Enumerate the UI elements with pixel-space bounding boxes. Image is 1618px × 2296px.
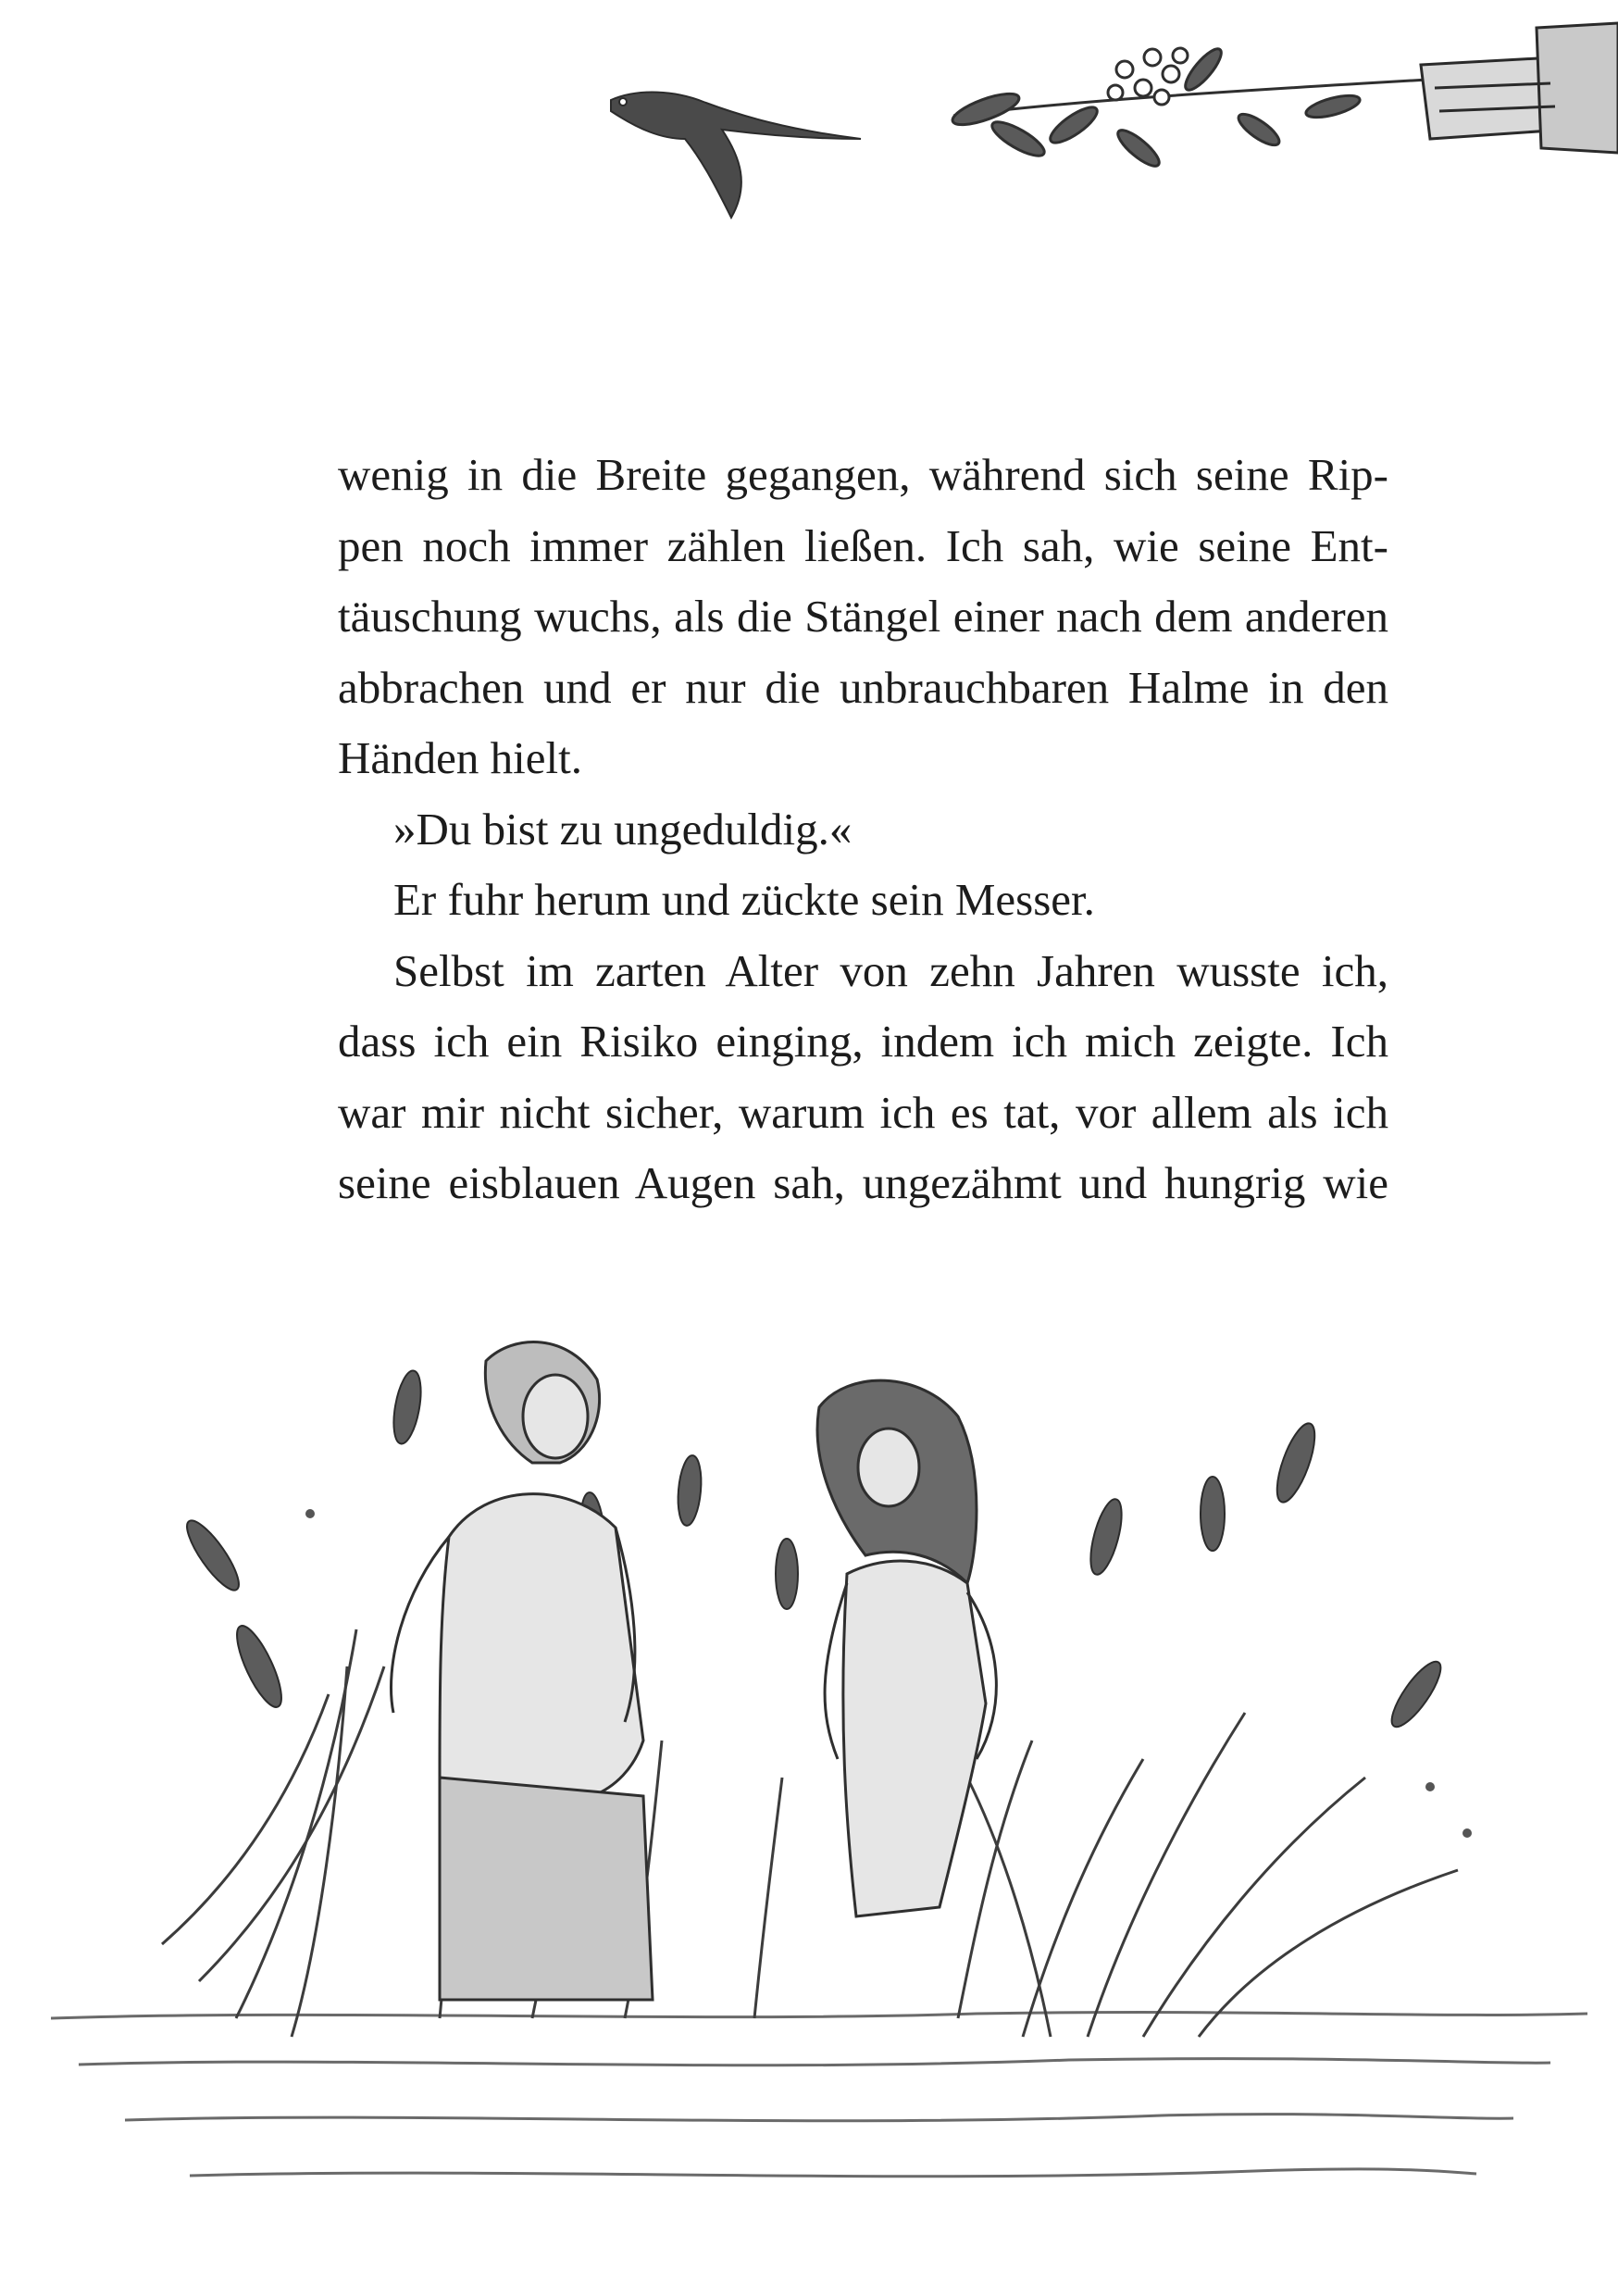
wooden-sign-icon [1421,23,1618,153]
text-line-8: Selbst im zarten Alter von zehn Jahren wusste ich, [393,944,1388,996]
branch-icon [950,44,1444,171]
text-line-7: Er fuhr herum und zückte sein Messer. [393,874,1095,925]
reeds-icon [162,1629,1458,2037]
swallow-icon [611,93,861,218]
text-line-4: abbrachen und er nur die unbrauchbaren Halme in den [338,661,1388,713]
text-line-3: täuschung wuchs, als die Stängel einer nach dem anderen [338,591,1388,642]
boy-figure-icon [392,1342,653,2000]
text-line-1: wenig in die Breite gegangen, während sich seine Rip- [338,449,1388,500]
header-ornament [0,0,1618,241]
text-line-2: pen noch immer zählen ließen. Ich sah, wie seine Ent- [338,519,1388,571]
text-line-5: Händen hielt. [338,732,582,783]
girl-figure-icon [817,1380,996,1916]
text-line-9: dass ich ein Risiko einging, indem ich mich zeigte. Ich [338,1016,1388,1067]
illustration [51,1278,1587,2222]
cattail-icon [180,1368,1449,1733]
text-line-11: seine eisblauen Augen sah, ungezähmt und hungrig wie [338,1157,1388,1208]
body-text [338,440,1388,1219]
text-line-10: war mir nicht sicher, warum ich es tat, vor allem als ich [338,1086,1388,1138]
text-line-6: »Du bist zu ungeduldig.« [393,803,853,855]
water-icon [51,2013,1587,2177]
